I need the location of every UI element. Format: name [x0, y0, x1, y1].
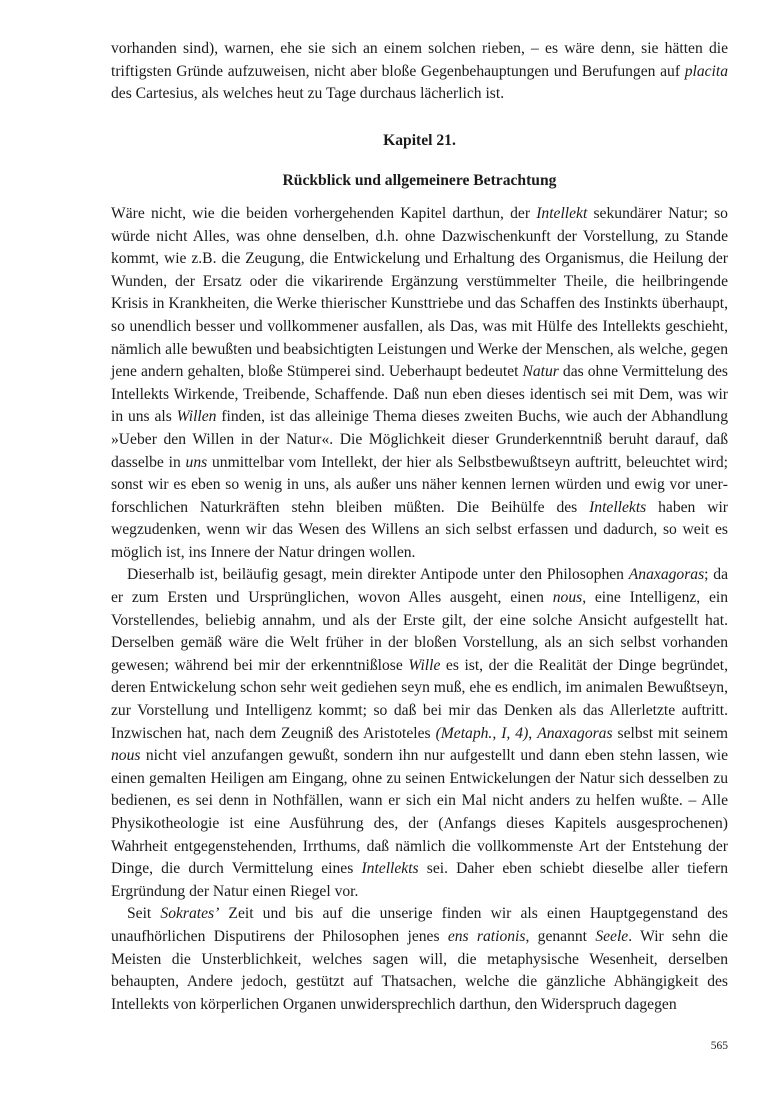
opening-paragraph: vorhanden sind), warnen, ehe sie sich an einem solchen rieben, – es wäre denn, sie hätten die triftigsten Gründe aufzuweisen, nicht aber bloße Gegenbehauptungen und Berufungen auf placita des Cartesius, als welches heut zu Tage durchaus lächerlich ist.	[111, 40, 728, 103]
chapter-heading: Kapitel 21.	[383, 131, 456, 149]
page-number: 565	[710, 1040, 728, 1052]
paragraph-2: Dieserhalb ist, beiläufig gesagt, mein direkter Antipode unter den Philosophen Anaxagoras; da er zum Ersten und Ursprünglichen, wovon Alles ausgeht, einen nous, eine Intelligenz, ein Vorstellendes, beliebig annahm, und als der Erste gilt, der eine solche Ansicht aufgestellt hat. Derselben gemäß wäre die Welt früher in der bloßen Vorstellung, als an sich selbst vorhanden gewesen; während bei mir der erkenntnißlose Wille es ist, der die Realität der Dinge begründet, deren Entwickelung schon sehr weit gediehen seyn muß, ehe es endlich, im animalen Bewußtseyn, zur Vorstellung und Intelligenz kommt; so daß bei mir das Denken als das Allerletzte auftritt. Inzwischen hat, nach dem Zeugniß des Aristoteles (Metaph., I, 4), Anaxagoras selbst mit seinem nous nicht viel anzufangen gewußt, sondern ihn nur aufgestellt und dann eben stehn lassen, wie einen gemalten Heiligen am Eingang, ohne zu seinen Entwickelungen der Natur sich desselben zu bedienen, es sei denn in Nothfällen, wann er sich ein Mal nicht anders zu helfen wußte. – Alle Physikotheologie ist eine Ausführung des, der (Anfangs dieses Kapitels ausgesprochenen) Wahrheit entgegenstehenden, Irrthums, daß nämlich die vollkommenste Art der Entstehung der Dinge, die durch Vermittelung eines Intellekts sei. Daher eben schiebt dieselbe aller tiefern Ergründung der Natur einen Riegel vor.	[111, 566, 729, 900]
paragraph-1: Wäre nicht, wie die beiden vorhergehenden Kapitel darthun, der Intellekt sekundärer Natur; so würde nicht Alles, was ohne denselben, d.h. ohne Dazwischenkunft der Vorstellung, zu Stande kommt, wie z.B. die Zeugung, die Entwickelung und Erhaltung des Organismus, die Heilung der Wunden, der Ersatz oder die vikarirende Ergänzung verstümmelter Theile, die heilbringende Krisis in Krankheiten, die Werke thierischer Kunsttriebe und das Schaffen des Instinkts überhaupt, so unendlich besser und vollkommener ausfallen, als Das, was mit Hülfe des Intellekts geschieht, nämlich alle bewußten und beabsichtigten Leistungen und Werke der Menschen, als welche, gegen jene andern gehalten, bloße Stümperei sind. Ueberhaupt bedeutet Natur das ohne Vermittelung des Intellekts Wirkende, Treibende, Schaffende. Daß nun eben dieses identisch sei mit Dem, was wir in uns als Willen finden, ist das alleinige Thema dieses zweiten Buchs, wie auch der Abhandlung »Ueber den Willen in der Natur«. Die Möglichkeit dieser Grunderkenntniß beruht darauf, daß dasselbe in uns unmittelbar vom Intellekt, der hier als Selbstbewußtseyn auftritt, beleuchtet wird; sonst wir es eben so wenig in uns, als außer uns näher kennen lernen würden und ewig vor unerforschlichen Naturkräften stehn bleiben müßten. Die Beihülfe des Intellekts haben wir wegzudenken, wenn wir das Wesen des Willens an sich selbst erfassen und dadurch, so weit es möglich ist, ins Innere der Natur dringen wollen.	[111, 204, 729, 561]
chapter-subtitle: Rückblick und allgemeinere Betrachtung	[282, 172, 557, 190]
paragraph-3: Seit Sokrates’ Zeit und bis auf die unserige finden wir als einen Hauptgegenstand des unaufhörlichen Disputirens der Philosophen jenes ens rationis, genannt Seele. Wir sehn die Meisten die Unsterblichkeit, welches sagen will, die metaphysische Wesenheit, derselben behaupten, Andere jedoch, gestützt auf Thatsachen, welche die gänzliche Abhängigkeit des Intellekts von körperlichen Organen unwidersprechlich darthun, den Widerspruch dagegen	[111, 905, 728, 1013]
page-body	[111, 38, 728, 1016]
